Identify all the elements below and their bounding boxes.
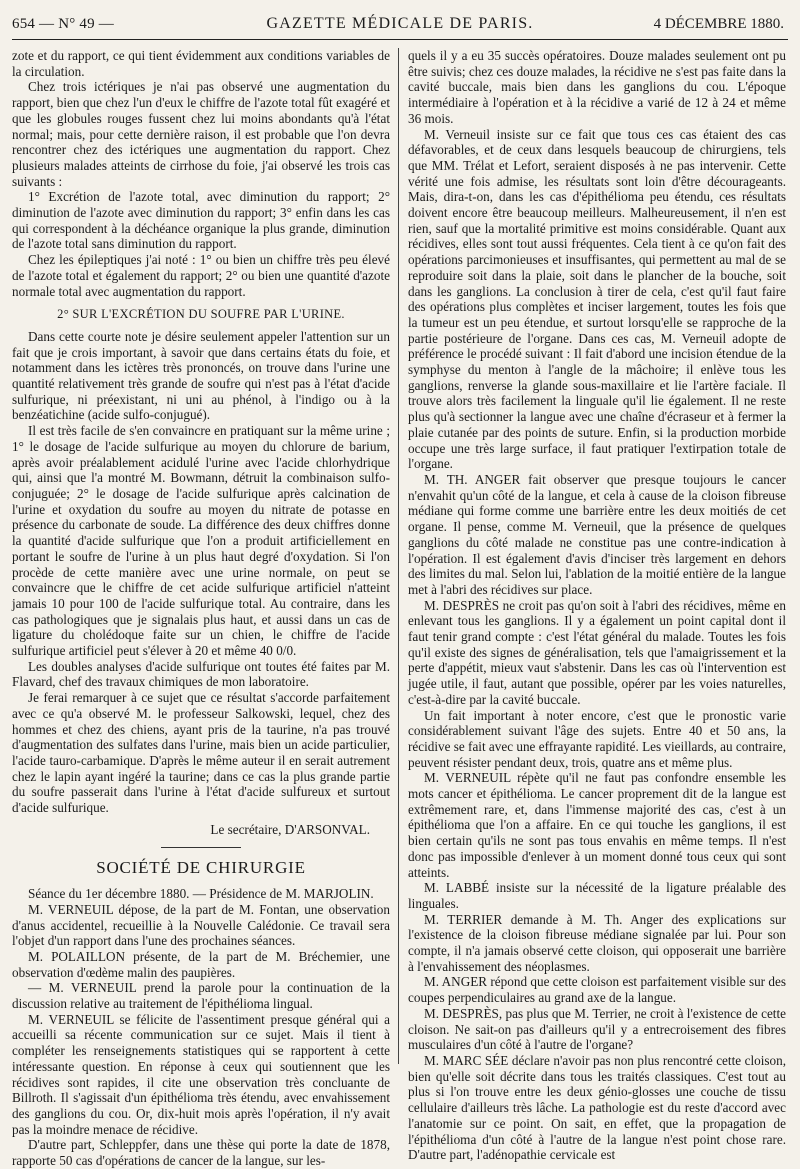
paragraph: Les doubles analyses d'acide sulfurique ont toutes été faites par M. Flavard, chef des travaux chimiques de mon laboratoire.: [12, 658, 390, 690]
session-line: Séance du 1er décembre 1880. — Présidence de M. MARJOLIN.: [28, 886, 374, 902]
paragraph: 1° Excrétion de l'azote total, avec diminution du rapport; 2° diminution de l'azote avec diminution du rapport; 3° enfin dans les cas qui correspondent à la déchéance organique la plus grande, diminution de l'azote total sans diminution du rapport.: [12, 189, 390, 252]
issue-date: 4 DÉCEMBRE 1880.: [653, 16, 784, 32]
right-column: [408, 48, 786, 1163]
journal-title: GAZETTE MÉDICALE DE PARIS.: [266, 15, 534, 32]
signature: Le secrétaire, D'ARSONVAL.: [210, 821, 370, 837]
paragraph: Chez trois ictériques je n'ai pas observé une augmentation du rapport, bien que chez l'un d'eux le chiffre de l'azote total fût exagéré et que les globules rouges fussent chez lui moins abondants qu'à l'état normal; mais, pour cette dernière raison, il est probable que l'on devra rencontrer chez des ictériques une augmentation du rapport. Chez plusieurs malades atteints de cirrhose du foie, j'ai observé les trois cas suivants :: [12, 79, 390, 189]
paragraph: M. POLAILLON présente, de la part de M. Bréchemier, une observation d'œdème malin des paupières.: [12, 948, 390, 980]
paragraph: M. DESPRÈS ne croit pas qu'on soit à l'abri des récidives, même en enlevant tous les ganglions. Il y a également un point capital dont il faut tenir grand compte : c'est l'état général du malade. Toutes les fois qu'il existe des signes de généralisation, tels que l'amaigrissement et la perte d'appétit, mieux vaut s'abstenir. Dans les cas où l'intervention est jugée utile, il faut, autant que possible, opérer par les voies naturelles, c'est-à-dire par la cavité buccale.: [408, 597, 786, 707]
header-rule: [12, 39, 788, 40]
paragraph: Dans cette courte note je désire seulement appeler l'attention sur un fait que je crois important, à savoir que dans certains états du foie, et notamment dans les ictères très prononcés, on trouve dans l'urine une quantité relativement très grande de soufre qui n'est pas à l'état d'acide sulfurique, ni préexistant, ni uni au phénol, à l'indigo ou à la benzéatichine (acide sulfo-conjugué).: [12, 328, 390, 423]
paragraph: M. TH. ANGER fait observer que presque toujours le cancer n'envahit qu'un côté de la langue, et cela à cause de la cloison fibreuse médiane qui forme comme une barrière entre les deux moitiés de cet organe. Il pense, comme M. Verneuil, que la présence de quelques ganglions du côté malade ne constitue pas une contre-indication à l'opération. Il est également d'avis d'inciser très largement en dehors des limites du mal. Selon lui, l'ablation de la moitié entière de la langue met à l'abri des récidives sur place.: [408, 471, 786, 597]
paragraph: M. VERNEUIL répète qu'il ne faut pas confondre ensemble les mots cancer et épithélioma. Le cancer proprement dit de la langue est extrêmement rare, et, dans l'immense majorité des cas, c'est à un épithélioma que l'on a affaire. En ce qui touche les ganglions, il est bien certain qu'ils ne sont pas tous envahis en même temps. Il n'est donc pas impossible d'enlever à un moment donné tous ceux qui sont atteints.: [408, 770, 786, 880]
paragraph: zote et du rapport, ce qui tient évidemment aux conditions variables de la circulation.: [12, 48, 390, 79]
paragraph: M. ANGER répond que cette cloison est parfaitement visible sur des coupes perpendiculaires au grand axe de la langue.: [408, 974, 786, 1006]
paragraph: M. MARC SÉE déclare n'avoir pas non plus rencontré cette cloison, bien qu'elle soit décrite dans tous les traités classiques. C'est tout au plus si l'on trouve entre les deux génio-glosses une couche de tissu cellulaire d'ailleurs très lâche. La pathologie est du reste d'accord avec l'anatomie sur ce point. On sait, en effet, que la propagation de l'épithélioma d'un côté à l'autre de la langue n'est point chose rare. D'autre part, l'adénopathie cervicale est: [408, 1053, 786, 1163]
page-header: [12, 10, 788, 38]
left-column: [12, 48, 390, 1169]
column-divider: [398, 48, 399, 1064]
paragraph: M. Verneuil insiste sur ce fait que tous ces cas étaient des cas défavorables, et de ceux dans lesquels beaucoup de chirurgiens, tels que MM. Trélat et Lefort, seraient disposés à ne pas intervenir. Cette vérité une fois admise, les résultats sont loin d'être décourageants. Mais, dira-t-on, dans les cas d'épithélioma peu étendu, ces résultats doivent encore être beaucoup meilleurs. Malheureusement, il n'en est rien, sauf que la mortalité primitive est moins considérable. Quant aux récidives, elles sont tout aussi fréquentes. Cela tient à ce qu'on fait des opérations parcimonieuses et insuffisantes, qui permettent au mal de se reproduire soit dans la plaie, soit dans le plancher de la bouche, soit dans les ganglions. La conclusion à tirer de cela, c'est qu'il faut faire des opérations plus complètes et inciser largement, toutes les fois que la tumeur est un peu étendue, et surtout lorsqu'elle se rapproche de la partie postérieure de l'organe. Dans ces cas, M. Verneuil adopte de préférence le procédé suivant : Il fait d'abord une incision étendue de la symphyse du menton à l'angle de la mâchoire; il enlève tous les ganglions, renverse la glande sous-maxillaire et lie l'artère faciale. Il trouve alors très facilement la linguale qu'il lie également. Il ne reste plus qu'à sectionner la langue avec une chaîne d'écraseur et à fermer la plaie cutanée par des points de suture. Enfin, si la production morbide occupe une très large surface, il faut pratiquer l'extirpation totale de l'organe.: [408, 126, 786, 472]
paragraph: M. VERNEUIL se félicite de l'assentiment presque général qui a accueilli sa récente communication sur ce sujet. Mais il tient à compléter les renseignements statistiques qui se rapportent à cette intéressante question. En réponse à ceux qui soutiennent que les récidives sont rapides, il cite une observation très concluante de Billroth. Il s'agissait d'un épithélioma très étendu, avec envahissement des ganglions du cou. Or, dix-huit mois après l'opération, il n'y avait pas la moindre menace de récidive.: [12, 1011, 390, 1137]
paragraph: Un fait important à noter encore, c'est que le pronostic varie considérablement suivant l'âge des sujets. Entre 40 et 50 ans, la récidive se fait avec une effrayante rapidité. Les vieillards, au contraire, peuvent résister pendant deux, trois, quatre ans et même plus.: [408, 707, 786, 770]
page-number: 654 — N° 49 —: [12, 16, 114, 32]
paragraph: M. LABBÉ insiste sur la nécessité de la ligature préalable des linguales.: [408, 880, 786, 911]
paragraph: M. DESPRÈS, pas plus que M. Terrier, ne croit à l'existence de cette cloison. Ne sait-on pas d'ailleurs qu'il y a entrecroisement des fibres musculaires d'un côté à l'autre de l'organe?: [408, 1005, 786, 1053]
section-subheading: 2° SUR L'EXCRÉTION DU SOUFRE PAR L'URINE.: [57, 307, 345, 322]
separator-rule: [161, 847, 241, 848]
paragraph: Chez les épileptiques j'ai noté : 1° ou bien un chiffre très peu élevé de l'azote total et également du rapport; 2° ou bien une quantité d'azote normale total avec augmentation du rapport.: [12, 252, 390, 299]
paragraph: D'autre part, Schleppfer, dans une thèse qui porte la date de 1878, rapporte 50 cas d'opérations de cancer de la langue, sur les-: [12, 1137, 390, 1169]
paragraph: Je ferai remarquer à ce sujet que ce résultat s'accorde parfaitement avec ce qu'a observé M. le professeur Salkowski, lequel, chez des hommes et chez des chiens, ayant pris de la taurine, n'a pas trouvé d'augmentation des sulfates dans l'urine, mais bien un acide particulier, l'acide tauro-carbamique. D'après le même auteur il en serait autrement chez le lapin ayant ingéré la taurine; dans ce cas la plus grande partie du soufre passerait dans l'urine à l'état d'acide sulfureux et surtout d'acide sulfurique.: [12, 690, 390, 816]
paragraph: M. TERRIER demande à M. Th. Anger des explications sur l'existence de la cloison fibreuse médiane signalée par lui. Pour son compte, il n'a jamais observé cette cloison, qui opposerait une barrière à l'envahissement des néoplasmes.: [408, 911, 786, 974]
paragraph: Il est très facile de s'en convaincre en pratiquant sur la même urine ; 1° le dosage de l'acide sulfurique au moyen du chlorure de barium, après avoir préalablement acidulé l'urine avec l'acide chlorhydrique qui, ainsi que l'a montré M. Bowmann, détruit la combinaison sulfo-conjuguée; 2° le dosage de l'acide sulfurique après calcination de l'urine et oxydation du soufre au moyen du nitrate de potasse en présence du carbonate de soude. La différence des deux chiffres donne la quantité d'acide sulfurique que l'on a produit artificiellement en portant le soufre de l'urine à un plus haut degré d'oxydation. Si l'on procède de cette manière avec une urine normale, on peut se convaincre que le chiffre de cet acide sulfurique artificiel n'atteint jamais 10 pour 100 de l'acide sulfurique total. Au contraire, dans les cas pathologiques que je signalais plus haut, et aussi dans un cas de ligature du cholédoque faite sur un chien, le chiffre de l'acide sulfurique artificiel peut s'élever à 20 et même 40 0/0.: [12, 423, 390, 659]
section-title: SOCIÉTÉ DE CHIRURGIE: [96, 858, 306, 878]
paragraph: M. VERNEUIL dépose, de la part de M. Fontan, une observation d'anus accidentel, recueillie à la Nouvelle Calédonie. Ce travail sera l'objet d'un rapport dans l'une des prochaines séances.: [12, 901, 390, 949]
paragraph: quels il y a eu 35 succès opératoires. Douze malades seulement ont pu être suivis; chez ces douze malades, la récidive ne s'est pas faite dans la cavité buccale, mais bien dans les ganglions du cou. L'époque intermédiaire à l'opération et à la récidive a varié de 12 à 24 et même 36 mois.: [408, 48, 786, 126]
paragraph: — M. VERNEUIL prend la parole pour la continuation de la discussion relative au traitement de l'épithélioma lingual.: [12, 980, 390, 1012]
